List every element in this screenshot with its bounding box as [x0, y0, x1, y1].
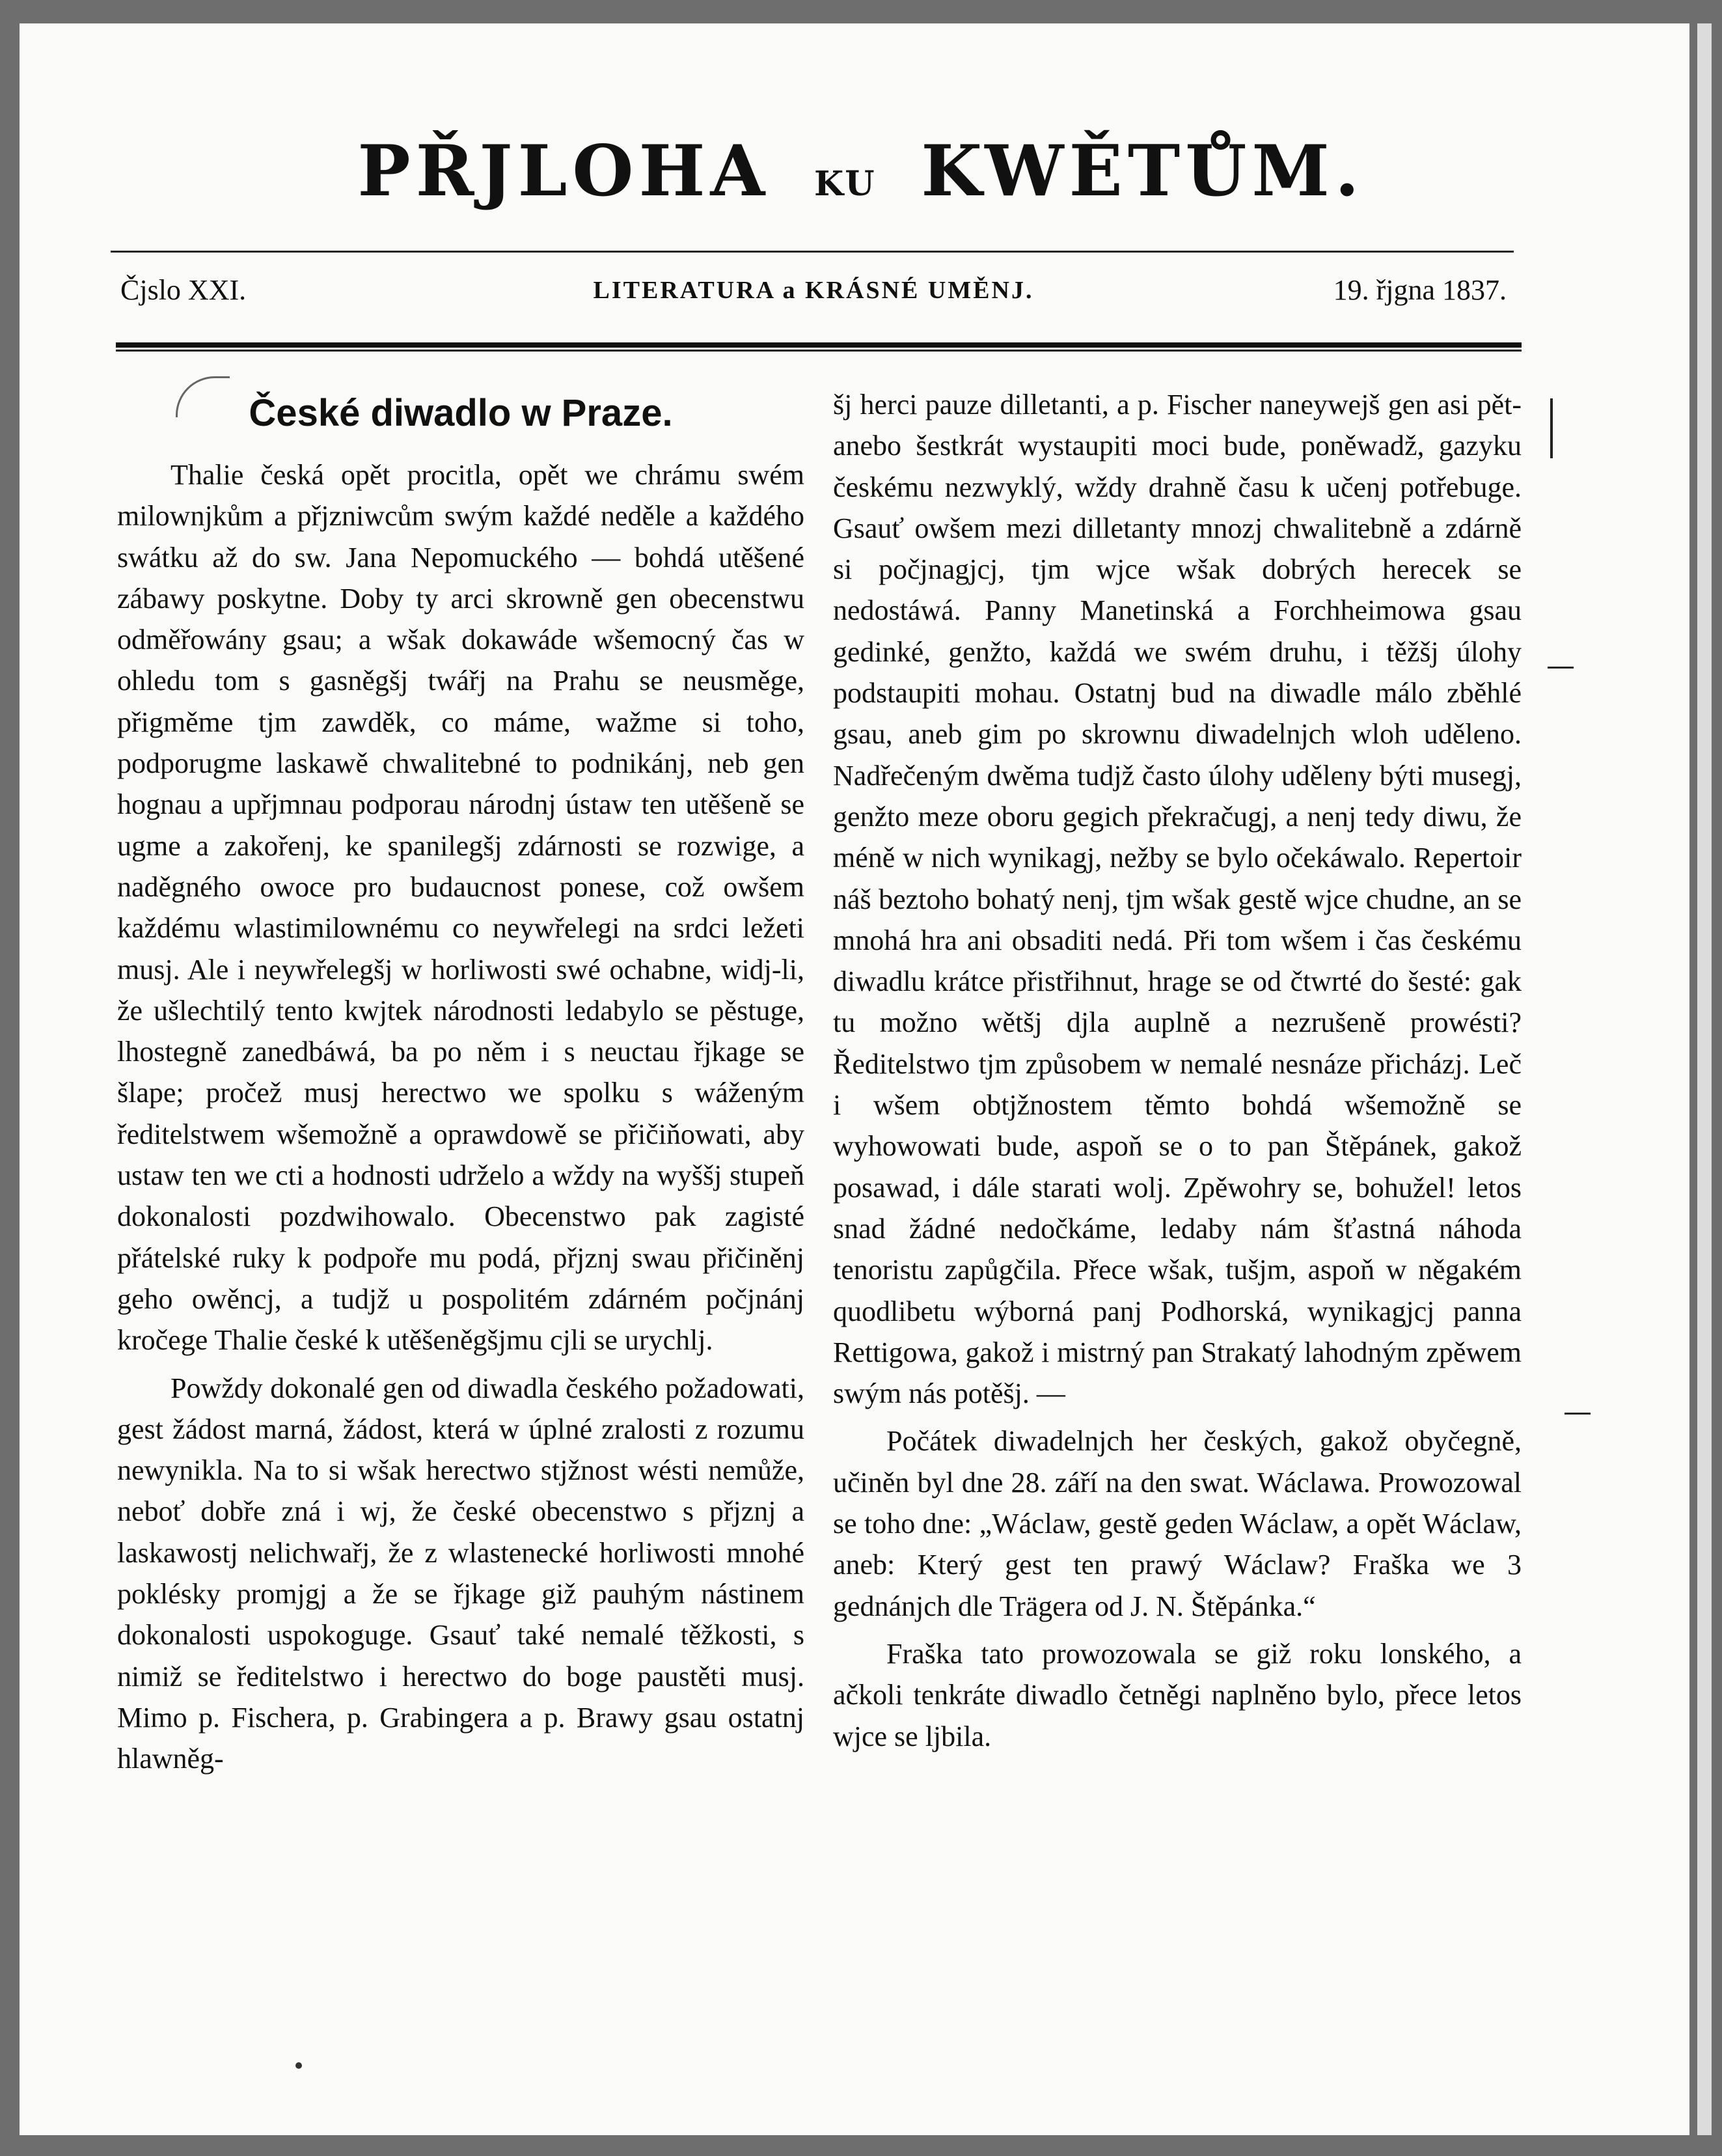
page-edge [1697, 23, 1712, 2135]
article-title: České diwadlo w Praze. [249, 392, 673, 434]
header-double-rule [116, 342, 1522, 352]
masthead-word-1: PŘJLOHA [357, 130, 771, 212]
margin-mark [1548, 667, 1574, 669]
masthead-word-3: KWĚTŮM. [921, 130, 1365, 212]
issue-header [120, 273, 1507, 312]
paragraph: šj herci pauze dilletanti, a p. Fischer naneywejš gen asi pět- anebo šestkrát wystaupiti moci bude, poněwadž, gazyku českému nezwyklý, wždy drahně času k učenj potřebuge. Gsauť owšem mezi dilletanty mnozj chwalitebně a zdárně si počjnagjcj, tjm wjce wšak dobrých herecek se nedostáwá. Panny Manetinská a Forchheimowa gsau gedinké, genžto, každá we swém druhu, i těžšj úlohy podstaupiti mohau. Ostatnj bud na diwadle málo zběhlé gsau, aneb gim po skrownu diwadelnjch wloh uděleno. Nadřečeným dwěma tudjž často úlohy uděleny býti musegj, genžto meze oboru gegich překračugj, a nenj tedy diwu, že méně w nich wynikagj, nežby se bylo očekáwalo. Repertoir náš beztoho bohatý nenj, tjm wšak gestě wjce chudne, an se mnohá hra ani obsaditi nedá. Při tom wšem i čas českému diwadlu krátce přistřihnut, hrage se od čtwrté do šesté: gak tu možno wětšj djla auplně a nezrušeně prowésti? Ředitelstwo tjm způsobem w nemalé nesnáze přicházj. Leč i wšem obtjžnostem těmto bohdá wšemožně se wyhowowati bude, aspoň se o to pan Štěpánek, gakož posawad, i dále starati wolj. Zpěwohry se, bohužel! letos snad žádné nedočkáme, ledaby nám šťastná náhoda tenoristu zapůgčila. Přece wšak, tušjm, aspoň w něgakém quodlibetu wýborná panj Podhorská, wynikagjcj panna Rettigowa, gakož i mistrný pan Strakatý lahodným zpěwem swým nás potěšj. — [833, 389, 1522, 1410]
left-column [117, 384, 804, 1780]
margin-mark [1565, 1413, 1591, 1415]
right-column [833, 384, 1522, 1757]
issue-date: 19. řjgna 1837. [1333, 274, 1507, 306]
section-title: LITERATURA a KRÁSNÉ UMĚNJ. [593, 277, 1034, 304]
issue-number: Čjslo XXI. [120, 274, 247, 306]
ink-dot [295, 2062, 302, 2069]
margin-bar [1550, 398, 1553, 458]
paragraph: Fraška tato prowozowala se giž roku lonského, a ačkoli tenkráte diwadlo četněgi naplněno bylo, přece letos wjce se ljbila. [833, 1637, 1522, 1752]
masthead [0, 130, 1722, 212]
masthead-word-2: KU [813, 164, 877, 204]
paragraph: Thalie česká opět procitla, opět we chrámu swém milownjkům a přjzniwcům swým každé neděle a každého swátku až do sw. Jana Nepomuckého — bohdá utěšené zábawy poskytne. Doby ty arci skrowně gen obecenstwu odměřowány gsau; a wšak dokawáde wšemocný čas w ohledu tom s gasněgšj twářj na Prahu se neusměge, přigměme tjm zawděk, co máme, wažme si toho, podporugme laskawě chwalitebné to podnikánj, neb gen hognau a upřjmnau podporau národnj ústaw ten utěšeně se ugme a zakořenj, ke spanilegšj zdárnosti se rozwige, a naděgného owoce pro budaucnost ponese, což owšem každému wlastimilownému co neywřelegi na srdci ležeti musj. Ale i neywřelegšj w horliwosti swé ochabne, widj-li, že ušlechtilý tento kwjtek národnosti ledabylo se pěstuge, lhostegně zanedbáwá, ba po něm i s neuctau řjkage se šlape; pročež musj herectwo we spolku s wáženým ředitelstwem wšemožně a oprawdowě se přičiňowati, aby ustaw ten we cti a hodnosti udrželo a wždy na wyššj stupeň dokonalosti pozdwihowalo. Obecenstwo pak zagisté přátelské ruky k podpoře mu podá, přjznj swau přičiněnj geho owěncj, a tudjž u pospolitém zdárném počjnánj kročege Thalie české k utěšeněgšjmu cjli se urychlj. [117, 459, 804, 1357]
paragraph: Počátek diwadelnjch her českých, gakož obyčegně, učiněn byl dne 28. září na den swat. Wáclawa. Prowozowal se toho dne: „Wáclaw, gestě geden Wáclaw, a opět Wáclaw, aneb: Který gest ten prawý Wáclaw? Fraška we 3 gednánjch dle Trägera od J. N. Štěpánka.“ [833, 1425, 1522, 1622]
header-rule [111, 251, 1514, 253]
paragraph: Powždy dokonalé gen od diwadla českého požadowati, gest žádost marná, žádost, která w úplné zralosti z rozumu newynikla. Na to si wšak herectwo stjžnost wésti nemůže, neboť dobře zná i wj, že české obecenstwo s přjznj a laskawostj nelichwařj, že z wlastenecké horliwosti mnohé poklésky promjgj a že se řjkage giž pauhým nástinem dokonalosti uspokoguge. Gsauť také nemalé těžkosti, s nimiž se ředitelstwo i herectwo do boge paustěti musj. Mimo p. Fischera, p. Grabingera a p. Brawy gsau ostatnj hlawněg- [117, 1372, 804, 1775]
